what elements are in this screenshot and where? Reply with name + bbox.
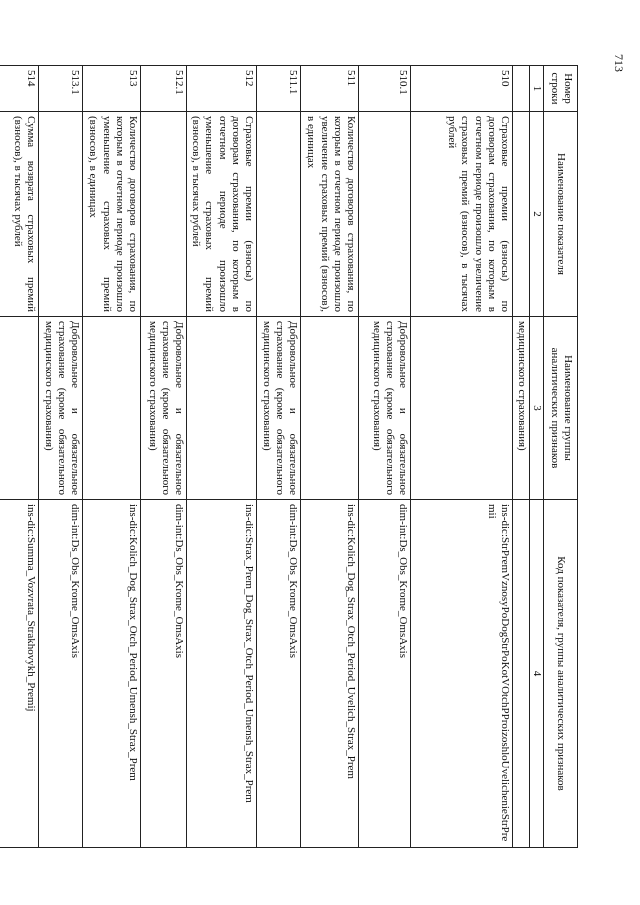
- table-row: [257, 66, 301, 848]
- row-number: 512: [187, 66, 257, 112]
- table-row: [83, 66, 141, 848]
- row-group-name: Добровольное и обязательное страхование (кроме обязательного медицинского страхования): [359, 317, 411, 500]
- row-code: dim-int:Ds_Obs_Krome_OmsAxis: [39, 500, 83, 848]
- row-number: 510: [411, 66, 513, 112]
- row-code: dim-int:Ds_Obs_Krome_OmsAxis: [257, 500, 301, 848]
- row-group-name: [187, 317, 257, 500]
- table-row: [39, 66, 83, 848]
- row-code: [513, 500, 529, 848]
- row-code: ins-dic:Summa_Vozvrata_Strakhovykh_Premij: [0, 500, 39, 848]
- row-indicator-name: [141, 112, 187, 317]
- column-number: 4: [529, 500, 543, 848]
- row-indicator-name: [257, 112, 301, 317]
- table-row: [301, 66, 359, 848]
- row-indicator-name: Сумма возврата страховых премий (взносов), в тысячах рублей: [0, 112, 39, 317]
- row-group-name: Добровольное и обязательное страхование (кроме обязательного медицинского страхования): [257, 317, 301, 500]
- rotated-sheet: [11, 65, 578, 847]
- row-group-name: [301, 317, 359, 500]
- row-code: ins-dic:Strax_Prem_Dog_Strax_Otch_Period_Umensh_Strax_Prem: [187, 500, 257, 848]
- page-number: 713: [612, 54, 626, 72]
- row-number: [513, 66, 529, 112]
- row-code: dim-int:Ds_Obs_Krome_OmsAxis: [359, 500, 411, 848]
- column-number: 3: [529, 317, 543, 500]
- row-indicator-name: [513, 112, 529, 317]
- row-number: 513.1: [39, 66, 83, 112]
- header-code: Код показателя, группы аналитических признаков: [544, 500, 578, 848]
- row-code: ins-dic:StrPremVznosyPoDogStrPoKotVOtchPProizoshloUvelichenieStrPremii: [411, 500, 513, 848]
- indicator-table: [0, 65, 578, 848]
- row-indicator-name: Страховые премии (взносы) по договорам страхования, по которым в отчетном периоде произошло уменьшение страховых премий (взносов), в тысячах рублей: [187, 112, 257, 317]
- row-indicator-name: [359, 112, 411, 317]
- table-header-row: [544, 66, 578, 848]
- row-indicator-name: Страховые премии (взносы) по договорам страхования, по которым в отчетном периоде произошло увеличение страховых премий (взносов), в тысячах рублей: [411, 112, 513, 317]
- row-code: dim-int:Ds_Obs_Krome_OmsAxis: [141, 500, 187, 848]
- row-group-name: [0, 317, 39, 500]
- table-row: [0, 66, 39, 848]
- row-number: 514: [0, 66, 39, 112]
- row-number: 510.1: [359, 66, 411, 112]
- header-group-name: Наименование группы аналитических признаков: [544, 317, 578, 500]
- row-number: 512.1: [141, 66, 187, 112]
- table-row: [187, 66, 257, 848]
- row-code: ins-dic:Kolich_Dog_Strax_Otch_Period_Uvelich_Strax_Prem: [301, 500, 359, 848]
- column-number: 1: [529, 66, 543, 112]
- continuation-row: [513, 66, 529, 848]
- row-group-name: [411, 317, 513, 500]
- column-number-row: [529, 66, 543, 848]
- row-number: 511: [301, 66, 359, 112]
- row-group-name: [83, 317, 141, 500]
- row-code: ins-dic:Kolich_Dog_Strax_Otch_Period_Umensh_Strax_Prem: [83, 500, 141, 848]
- header-indicator-name: Наименование показателя: [544, 112, 578, 317]
- header-row-number: Номер строки: [544, 66, 578, 112]
- table-row: [141, 66, 187, 848]
- row-group-name: медицинского страхования): [513, 317, 529, 500]
- table-row: [359, 66, 411, 848]
- row-group-name: Добровольное и обязательное страхование (кроме обязательного медицинского страхования): [141, 317, 187, 500]
- row-group-name: Добровольное и обязательное страхование (кроме обязательного медицинского страхования): [39, 317, 83, 500]
- table-row: [411, 66, 513, 848]
- row-indicator-name: Количество договоров страхования, по которым в отчетном периоде произошло уменьшение страховых премий (взносов), в единицах: [83, 112, 141, 317]
- column-number: 2: [529, 112, 543, 317]
- row-number: 513: [83, 66, 141, 112]
- row-indicator-name: [39, 112, 83, 317]
- row-number: 511.1: [257, 66, 301, 112]
- row-indicator-name: Количество договоров страхования, по которым в отчетном периоде произошло увеличение страховых премий (взносов), в единицах: [301, 112, 359, 317]
